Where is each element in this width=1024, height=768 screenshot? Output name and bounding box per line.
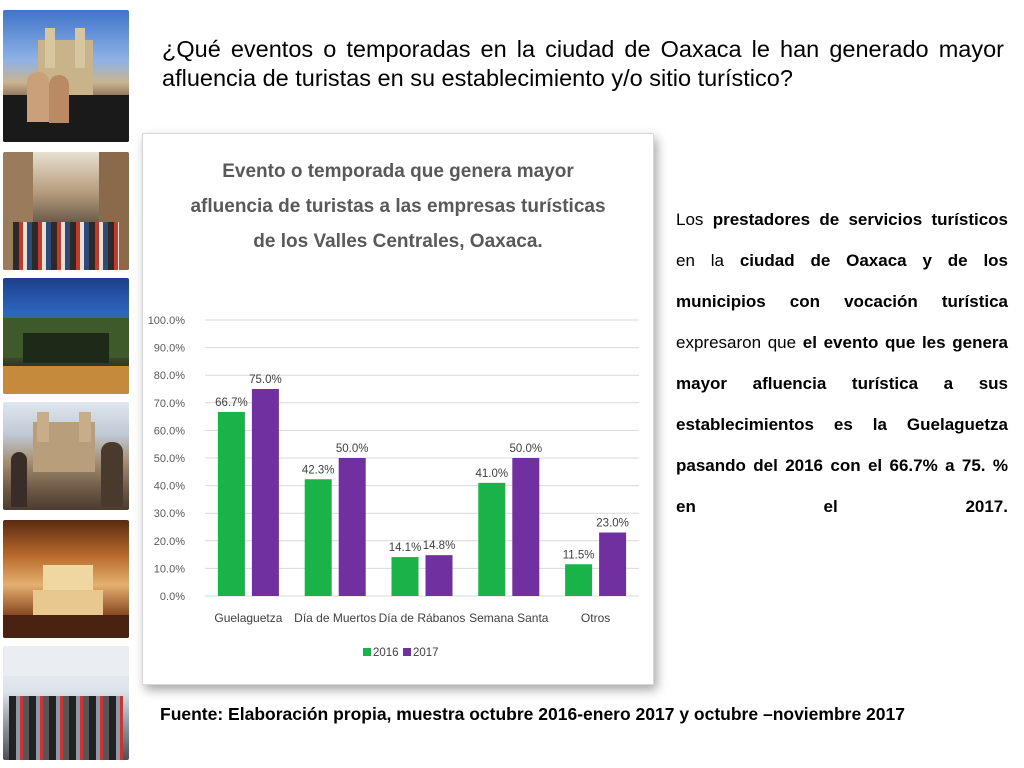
bar-2017 (599, 533, 626, 596)
y-tick-label: 90.0% (153, 342, 185, 355)
bar-2016 (305, 479, 332, 596)
y-tick-label: 70.0% (153, 397, 185, 410)
summary-run: ciudad de Oaxaca y de los municipios con vocación turística (676, 251, 1008, 311)
bar-2017 (252, 389, 279, 596)
chart-title-line-2: afluencia de turistas a las empresas turísticas (190, 196, 606, 217)
source-note: Fuente: Elaboración propia, muestra octubre 2016-enero 2017 y octubre –noviembre 2017 (160, 704, 905, 724)
photo-airport-crowd (3, 646, 129, 760)
bar-2017 (512, 458, 539, 596)
legend-swatch-2017 (403, 648, 411, 656)
x-tick-label: Día de Rábanos (378, 611, 466, 625)
summary-run: el evento que les genera mayor afluencia turística a sus establecimientos es la Guelaguetza pasando del 2016 con el 66.7% a 75. % en el 2017. (676, 333, 1008, 516)
summary-run: en la (676, 251, 740, 270)
chart-card (142, 133, 654, 685)
x-tick-label: Guelaguetza (214, 611, 283, 625)
legend-swatch-2016 (363, 648, 371, 656)
data-label: 75.0% (249, 374, 282, 386)
x-tick-label: Día de Muertos (294, 611, 377, 625)
data-label: 14.1% (388, 542, 422, 555)
bar-2017 (426, 555, 453, 596)
bar-2016 (478, 483, 505, 596)
photo-oaxaca-cathedral (3, 10, 129, 142)
photo-hotel-room (3, 520, 129, 638)
data-label: 14.8% (422, 540, 456, 553)
bar-2016 (218, 412, 245, 596)
y-tick-label: 30.0% (153, 508, 185, 521)
chart-title-line-3: de los Valles Centrales, Oaxaca. (253, 231, 543, 252)
y-tick-label: 0.0% (159, 591, 185, 603)
legend-label-2016: 2016 (373, 647, 399, 659)
data-label: 66.7% (215, 396, 248, 409)
y-tick-label: 80.0% (153, 370, 185, 383)
summary-run: prestadores de servicios turísticos (712, 210, 1009, 229)
bar-chart (143, 134, 653, 684)
y-tick-label: 20.0% (153, 535, 185, 548)
data-label: 42.3% (301, 464, 335, 477)
data-label: 50.0% (509, 443, 543, 455)
y-tick-label: 50.0% (153, 453, 185, 465)
x-tick-label: Otros (580, 611, 611, 625)
data-label: 50.0% (335, 443, 369, 455)
photo-street-crowd (3, 152, 129, 270)
data-label: 41.0% (475, 467, 509, 480)
data-label: 11.5% (562, 549, 595, 562)
chart-title-line-1: Evento o temporada que genera mayor (222, 161, 574, 182)
photo-santo-domingo (3, 402, 129, 510)
photo-terrace-night (3, 278, 129, 394)
y-tick-label: 10.0% (153, 563, 185, 576)
bar-2017 (339, 458, 366, 596)
legend-label-2017: 2017 (413, 647, 439, 659)
y-tick-label: 100.0% (147, 315, 185, 327)
data-label: 23.0% (596, 517, 629, 530)
bar-2016 (392, 557, 419, 596)
summary-run: expresaron que (676, 333, 803, 352)
bar-2016 (565, 564, 592, 596)
summary-run: Los (676, 210, 713, 229)
y-tick-label: 40.0% (153, 480, 185, 493)
summary-paragraph (676, 199, 1008, 527)
y-tick-label: 60.0% (153, 425, 185, 438)
question-heading: ¿Qué eventos o temporadas en la ciudad de Oaxaca le han generado mayor afluencia de turistas en su establecimiento y/o sitio turístico? (162, 36, 1004, 91)
x-tick-label: Semana Santa (469, 611, 549, 625)
